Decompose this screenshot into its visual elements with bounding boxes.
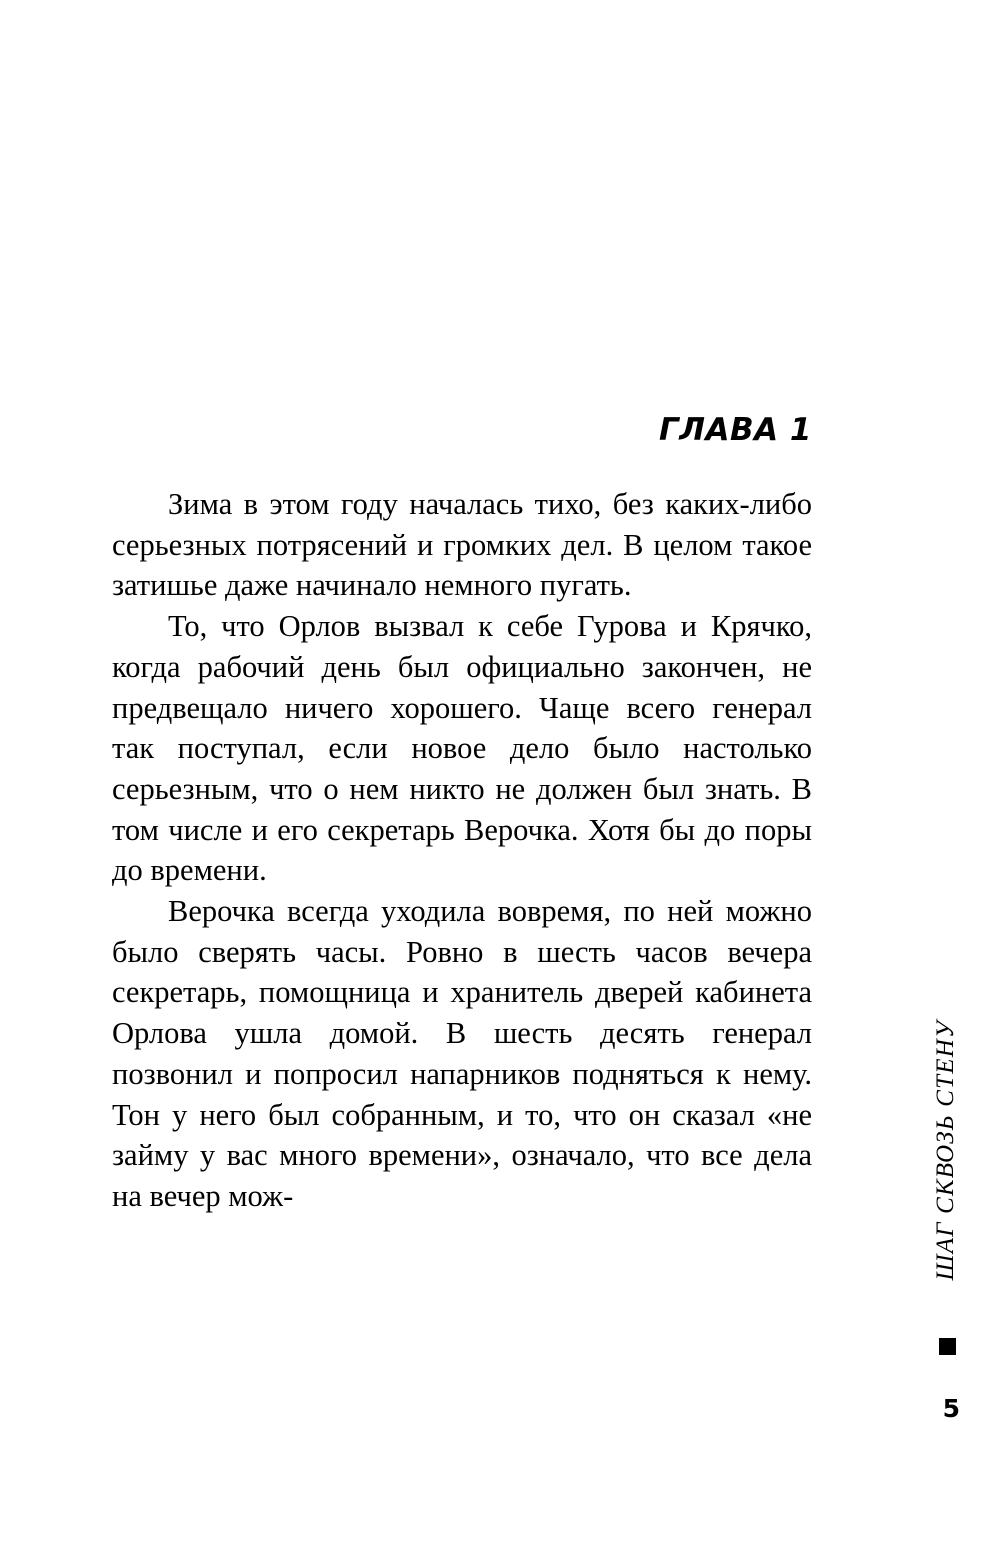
body-paragraph: То, что Орлов вызвал к себе Гурова и Крячко, когда рабочий день был официально закончен, не предвещало ничего хорошего. Чаще всего генерал так поступал, если новое дело было настолько серьезным, что о нем никто не должен был знать. В том числе и его секретарь Верочка. Хотя бы до поры до времени. [112, 609, 812, 888]
body-paragraph: Верочка всегда уходила вовремя, по ней можно было сверять часы. Ровно в шесть часов вечера секретарь, помощница и хранитель дверей кабинета Орлова ушла домой. В шесть десять генерал позвонил и попросил напарников подняться к нему. Тон у него был собранным, и то, что он сказал «не займу у вас много времени», означало, что все дела на вечер мож- [112, 894, 812, 1213]
square-marker-icon [939, 1338, 956, 1355]
body-paragraph: Зима в этом году началась тихо, без каких-либо серьезных потрясений и громких дел. В целом такое затишье даже начинало немного пугать. [112, 487, 812, 603]
chapter-title: ГЛАВА 1 [659, 412, 812, 448]
page-number: 5 [942, 1394, 960, 1423]
running-head: ШАГ СКВОЗЬ СТЕНУ [932, 1020, 959, 1281]
text-column [112, 412, 812, 1217]
